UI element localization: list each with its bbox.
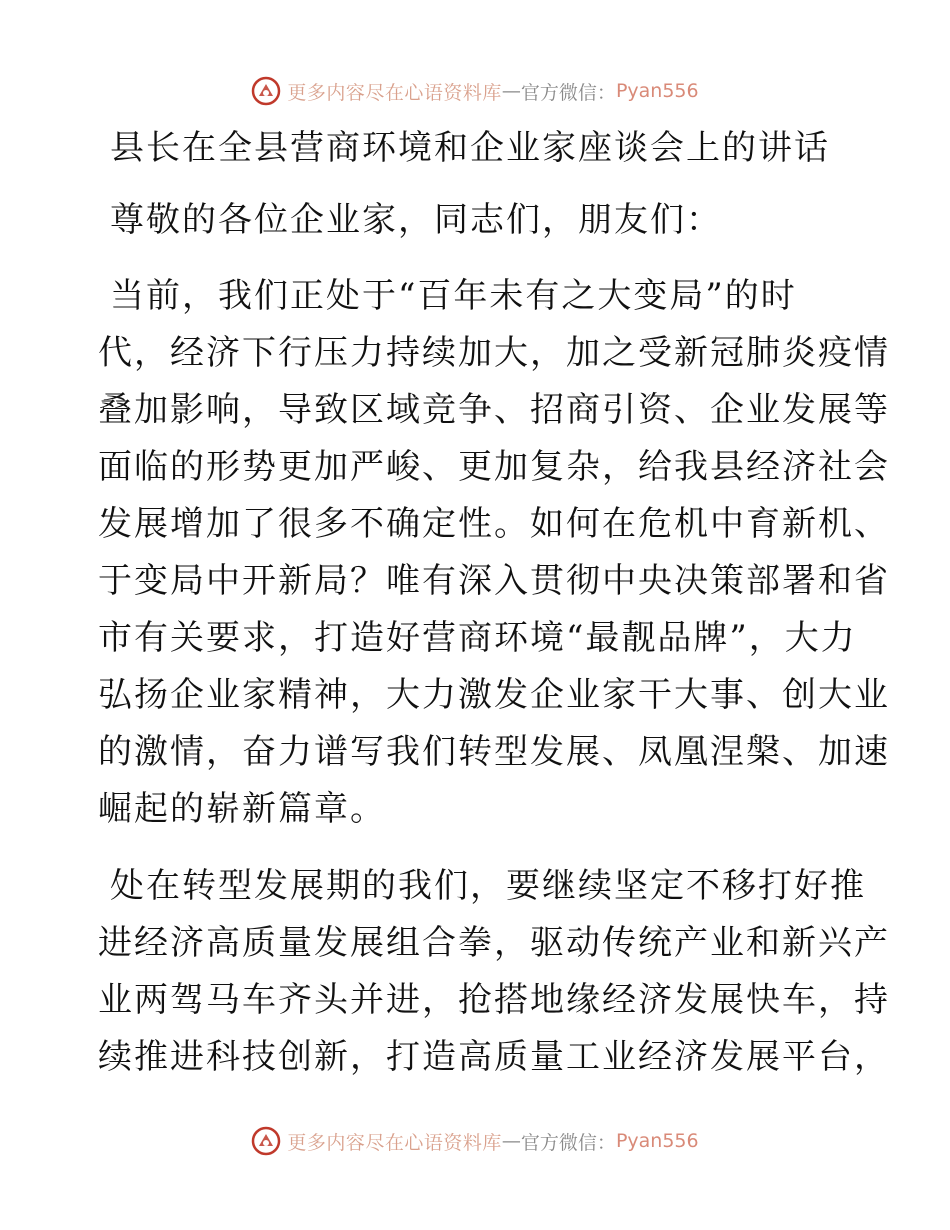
document-salutation: 尊敬的各位企业家，同志们，朋友们： bbox=[110, 200, 722, 240]
paragraph-line: 发展增加了很多不确定性。如何在危机中育新机、 bbox=[98, 504, 890, 544]
paragraph-line: 处在转型发展期的我们，要继续坚定不移打好推 bbox=[110, 866, 866, 906]
paragraph-line: 崛起的崭新篇章。 bbox=[98, 789, 386, 829]
red-seal-logo-icon bbox=[251, 1126, 281, 1156]
paragraph-line: 市有关要求，打造好营商环境“最靓品牌”，大力 bbox=[98, 618, 857, 658]
watermark-brand-text: 更多内容尽在心语资料库 bbox=[287, 1131, 502, 1154]
watermark-brand-text: 更多内容尽在心语资料库 bbox=[287, 81, 502, 104]
paragraph-line: 的激情，奋力谱写我们转型发展、凤凰涅槃、加速 bbox=[98, 732, 890, 772]
paragraph-line: 代，经济下行压力持续加大，加之受新冠肺炎疫情 bbox=[98, 333, 890, 373]
watermark-dash: — bbox=[501, 80, 521, 102]
paragraph-line: 当前，我们正处于“百年未有之大变局”的时 bbox=[110, 276, 797, 316]
paragraph-line: 于变局中开新局？唯有深入贯彻中央决策部署和省 bbox=[98, 561, 890, 601]
watermark-footer bbox=[0, 1124, 950, 1158]
paragraph-line: 弘扬企业家精神，大力激发企业家干大事、创大业 bbox=[98, 675, 890, 715]
paragraph-line: 面临的形势更加严峻、更加复杂，给我县经济社会 bbox=[98, 447, 890, 487]
document-title: 县长在全县营商环境和企业家座谈会上的讲话 bbox=[110, 128, 830, 168]
watermark-header bbox=[0, 74, 950, 108]
watermark-official-label: 官方微信： bbox=[520, 1131, 616, 1154]
watermark-dash: — bbox=[501, 1130, 521, 1152]
watermark-wechat-id: Pyan556 bbox=[615, 1130, 699, 1152]
red-seal-logo-icon bbox=[251, 76, 281, 106]
watermark-official-label: 官方微信： bbox=[520, 81, 616, 104]
paragraph-line: 续推进科技创新，打造高质量工业经济发展平台， bbox=[98, 1037, 890, 1077]
paragraph-line: 业两驾马车齐头并进，抢搭地缘经济发展快车，持 bbox=[98, 980, 890, 1020]
watermark-wechat-id: Pyan556 bbox=[615, 80, 699, 102]
paragraph-line: 进经济高质量发展组合拳，驱动传统产业和新兴产 bbox=[98, 923, 890, 963]
paragraph-line: 叠加影响，导致区域竞争、招商引资、企业发展等 bbox=[98, 390, 890, 430]
